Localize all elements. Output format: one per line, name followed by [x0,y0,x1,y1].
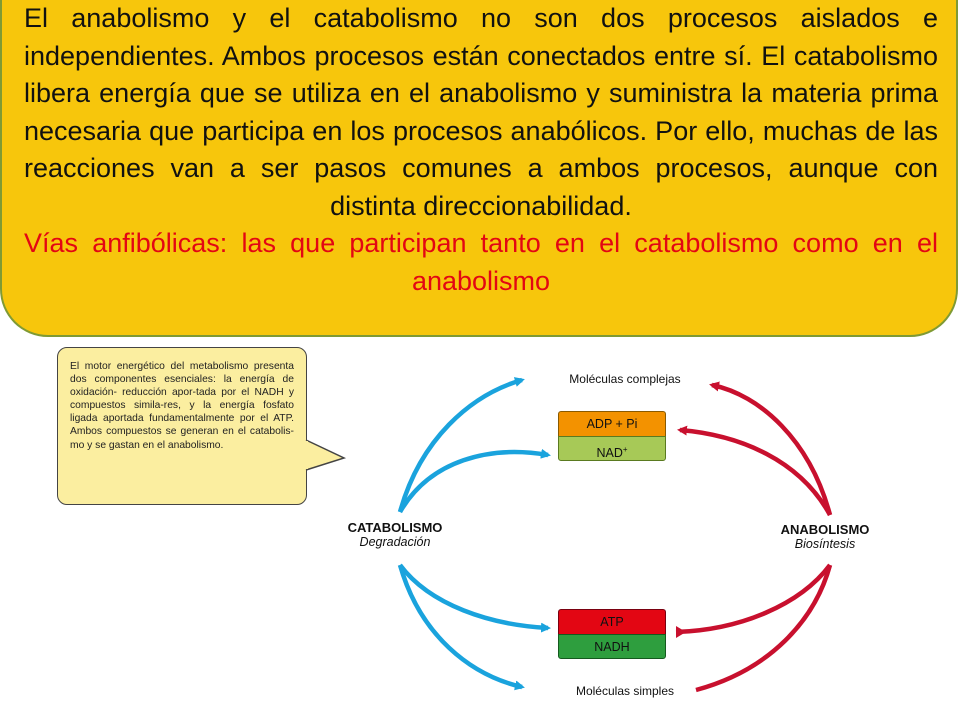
header-highlight: Vías anfibólicas: las que participan tanto en el catabolismo como en el anabolismo [24,228,938,296]
nad-superscript: + [622,445,628,454]
anabolism-arrow-atp [676,565,830,632]
catabolism-subtitle: Degradación [359,535,431,549]
anabolism-arrow-adp [680,430,830,515]
catabolism-title: CATABOLISMO [347,520,443,535]
catabolism-label [330,520,460,549]
nad-box [558,436,666,461]
nadh-box: NADH [558,634,666,659]
adp-pi-box: ADP + Pi [558,411,666,436]
label-complex-molecules: Moléculas complejas [569,372,681,386]
anabolism-arrow-top [712,385,830,515]
callout-text: El motor energético del metabolismo presenta dos componentes esenciales: la energía de oxidación- reducción apor-tada por el NADH y compuestos simila-res, y la energía fosfato ligada aportada fundamentalmente por el ATP. Ambos compuestos se generan en el catabolis-mo y se gastan en el anabolismo. [70,361,294,451]
atp-box: ATP [558,609,666,634]
anabolism-subtitle: Biosíntesis [794,537,856,551]
anabolism-title: ANABOLISMO [780,522,870,537]
callout-pointer [306,440,344,470]
catabolism-arrow-top [400,380,522,512]
anabolism-label [760,522,890,551]
label-simple-molecules: Moléculas simples [575,684,675,698]
header-paragraph: El anabolismo y el catabolismo no son dos procesos aislados e independientes. Ambos procesos están conectados entre sí. El catabolismo libera energía que se utiliza en el anabolismo y suministra la materia prima necesaria que participa en los procesos anabólicos. Por ello, muchas de las reacciones van a ser pasos comunes a ambos procesos, aunque con distinta direccionabilidad. [24,3,938,221]
nad-label: NAD [596,446,623,461]
